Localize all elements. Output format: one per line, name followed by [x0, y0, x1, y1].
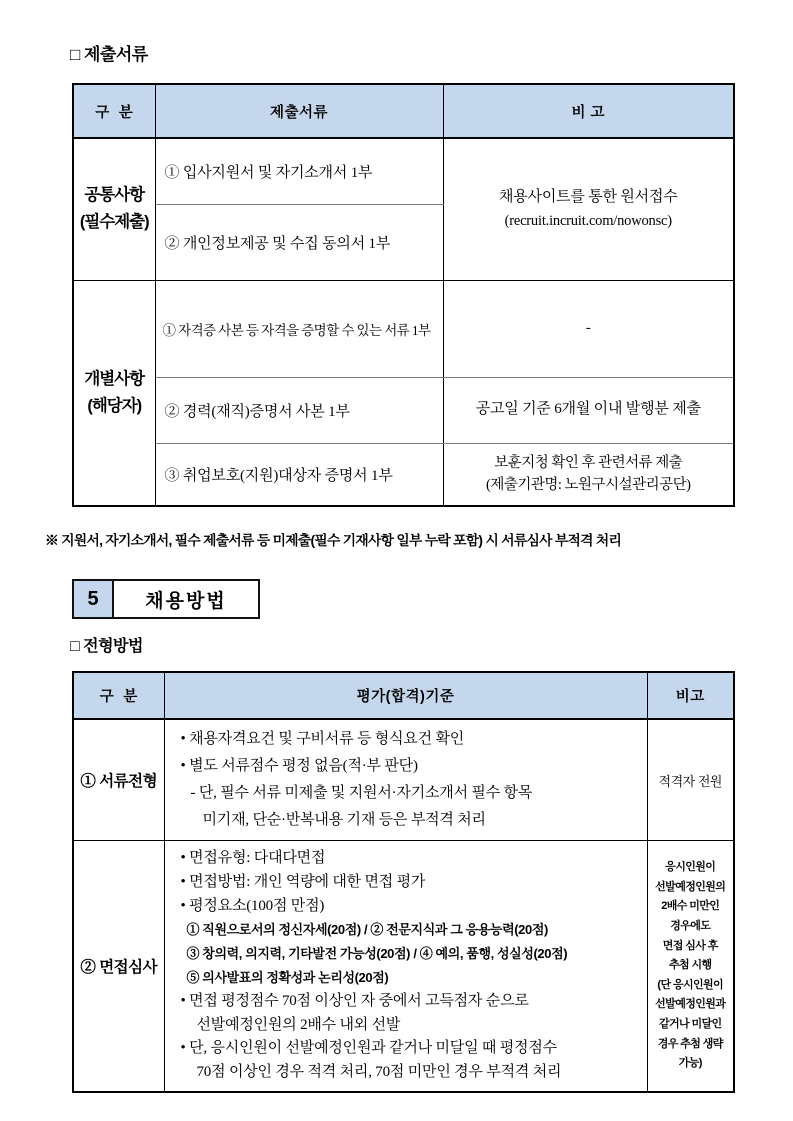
evaluation-table-header-row [73, 672, 734, 719]
remark-common-line1: 채용사이트를 통한 원서접수 [498, 189, 678, 206]
doc-item-career-cert: ② 경력(재직)증명서 사본 1부 [155, 377, 443, 443]
group-label-common [73, 138, 155, 280]
remark-interview-line: (단 응시인원이 [657, 978, 724, 991]
remark-interview-line: 2배수 미만인 [661, 900, 720, 913]
submission-header-remarks: 비 고 [443, 84, 734, 138]
doc-item-license-copy: ① 자격증 사본 등 자격을 증명할 수 있는 서류 1부 [155, 280, 443, 377]
doc-item-application: ① 입사지원서 및 자기소개서 1부 [155, 138, 443, 204]
remark-veteran [443, 443, 734, 506]
evaluation-header-criteria: 평가(합격)기준 [164, 672, 647, 719]
remark-interview-line: 응시인원이 [665, 861, 716, 874]
submission-table [72, 83, 735, 507]
remark-veteran-line2: (제출기관명: 노원구시설관리공단) [486, 477, 691, 494]
stage-label-interview: ② 면접심사 [73, 841, 164, 1092]
remark-interview-line: 가능) [678, 1057, 702, 1070]
criteria-line: • 면접방법: 개인 역량에 대한 면접 평가 [180, 873, 426, 890]
submission-row-common-1 [73, 138, 734, 204]
criteria-line: 선발예정인원의 2배수 내외 선발 [196, 1016, 401, 1033]
criteria-line: • 채용자격요건 및 구비서류 등 형식요건 확인 [180, 731, 465, 747]
criteria-line: • 면접유형: 다대다면접 [180, 850, 326, 866]
remark-interview-line: 같거나 미달인 [658, 1017, 722, 1030]
section-title-submission-docs: □ 제출서류 [70, 45, 148, 64]
group-label-common-line1: 공통사항 [84, 186, 145, 205]
submission-header-documents: 제출서류 [155, 84, 443, 138]
remark-interview-line: 선발예정인원과 [655, 998, 726, 1011]
stage-label-document-screening: ① 서류전형 [73, 719, 164, 841]
criteria-interview [164, 841, 647, 1092]
section5-badge [72, 579, 260, 619]
group-label-individual-line2: (해당자) [87, 396, 142, 415]
criteria-subline: ③ 창의력, 의지력, 기타발전 가능성(20점) / ④ 예의, 품행, 성실성(20점) [186, 946, 568, 962]
criteria-line: • 면접 평정점수 70점 이상인 자 중에서 고득점자 순으로 [180, 992, 529, 1009]
remark-common-url: (recruit.incruit.com/nowonsc) [504, 212, 672, 229]
group-label-individual-line1: 개별사항 [84, 369, 145, 388]
doc-item-veteran-cert: ③ 취업보호(지원)대상자 증명서 1부 [155, 443, 443, 506]
evaluation-row-interview [73, 841, 734, 1092]
criteria-document-screening [164, 719, 647, 841]
criteria-subline: ① 직원으로서의 정신자세(20점) / ② 전문지식과 그 응용능력(20점) [186, 922, 548, 938]
evaluation-header-remarks: 비고 [647, 672, 734, 719]
remark-interview-line: 선발예정인원의 [655, 880, 726, 893]
evaluation-table [72, 671, 735, 1093]
criteria-subline: ⑤ 의사발표의 정확성과 논리성(20점) [186, 969, 389, 985]
submission-table-header-row [73, 84, 734, 138]
criteria-line: 70점 이상인 경우 적격 처리, 70점 미만인 경우 부적격 처리 [196, 1064, 562, 1081]
section-title-selection-method: □ 전형방법 [70, 638, 143, 655]
remark-interview-line: 경우에도 [670, 920, 711, 932]
section5-number: 5 [74, 581, 114, 617]
criteria-line: • 별도 서류점수 평정 없음(적·부 판단) [180, 758, 418, 774]
evaluation-header-category: 구 분 [73, 672, 164, 719]
remark-document-screening: 적격자 전원 [647, 719, 734, 841]
criteria-line: • 평정요소(100점 만점) [180, 897, 325, 914]
group-label-individual [73, 280, 155, 506]
remark-veteran-line1: 보훈지청 확인 후 관련서류 제출 [494, 454, 683, 471]
remark-interview-line: 면접 심사 후 [662, 939, 718, 952]
criteria-line: 미기재, 단순·반복내용 기재 등은 부적격 처리 [202, 812, 486, 828]
section5-title: 채용방법 [145, 590, 227, 612]
evaluation-row-document-screening [73, 719, 734, 841]
remark-interview-line: 추첨 시행 [668, 959, 712, 972]
disqualification-note: ※ 지원서, 자기소개서, 필수 제출서류 등 미제출(필수 기재사항 일부 누락 포함) 시 서류심사 부적격 처리 [45, 533, 622, 548]
submission-row-individual-3 [73, 443, 734, 506]
remark-career: 공고일 기준 6개월 이내 발행분 제출 [443, 377, 734, 443]
criteria-line: - 단, 필수 서류 미제출 및 지원서·자기소개서 필수 항목 [190, 785, 533, 801]
doc-item-privacy-consent: ② 개인정보제공 및 수집 동의서 1부 [155, 204, 443, 280]
submission-row-individual-1 [73, 280, 734, 377]
remark-interview [647, 841, 734, 1092]
submission-row-individual-2 [73, 377, 734, 443]
criteria-line: • 단, 응시인원이 선발예정인원과 같거나 미달일 때 평정점수 [180, 1040, 557, 1057]
remark-license: - [443, 280, 734, 377]
submission-header-category: 구 분 [73, 84, 155, 138]
group-label-common-line2: (필수제출) [79, 213, 149, 232]
remark-interview-line: 경우 추첨 생략 [657, 1037, 723, 1050]
remark-common [443, 138, 734, 280]
